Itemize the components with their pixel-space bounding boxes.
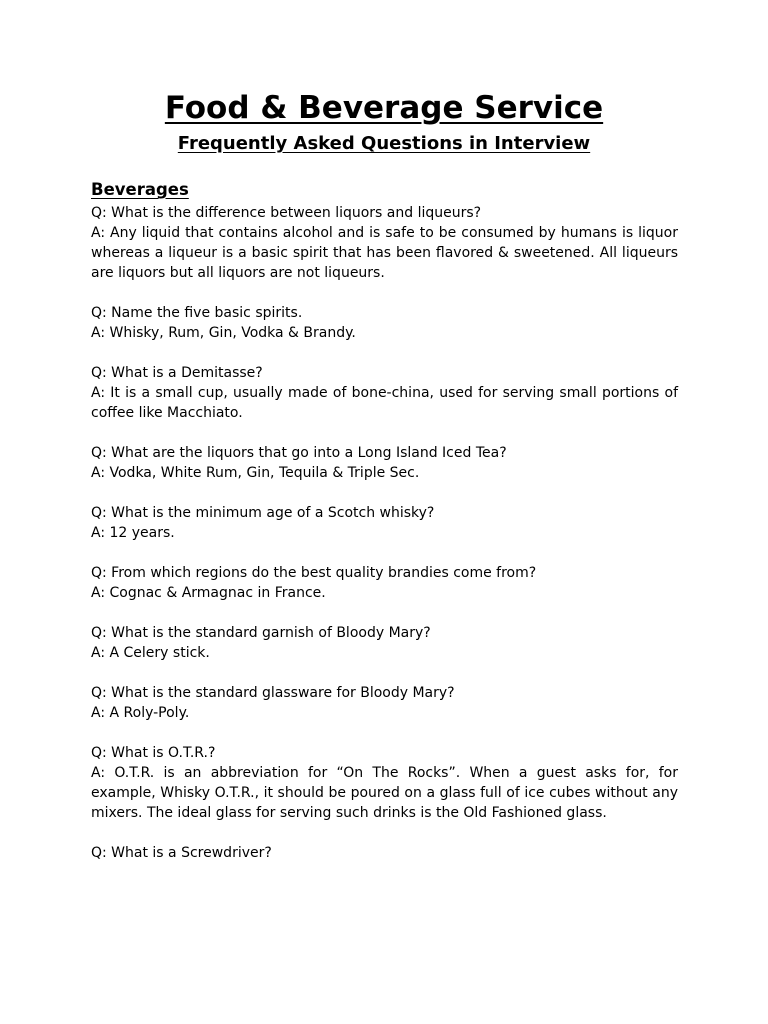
question-text: Q: What is the standard glassware for Bloody Mary? <box>91 685 455 701</box>
answer-text: A: O.T.R. is an abbreviation for “On The Rocks”. When a guest asks for, for example, Whisky O.T.R., it should be poured on a glass full of ice cubes without any mixers. The ideal glass for serving such drinks is the Old Fashioned glass. <box>91 765 678 821</box>
question-text: Q: From which regions do the best quality brandies come from? <box>91 565 537 581</box>
qa-item <box>91 203 678 283</box>
qa-item <box>91 563 678 603</box>
question-text: Q: What is a Screwdriver? <box>91 845 272 861</box>
document-subtitle: Frequently Asked Questions in Interview <box>177 133 591 154</box>
answer-text: A: Vodka, White Rum, Gin, Tequila & Triple Sec. <box>91 465 420 481</box>
question-text: Q: Name the five basic spirits. <box>91 305 303 321</box>
qa-item <box>91 683 678 723</box>
qa-item <box>91 443 678 483</box>
document-body <box>91 177 678 883</box>
answer-text: A: A Roly-Poly. <box>91 705 190 721</box>
qa-item <box>91 503 678 543</box>
question-text: Q: What is the difference between liquors and liqueurs? <box>91 205 482 221</box>
qa-item <box>91 363 678 423</box>
qa-item <box>91 743 678 823</box>
answer-text: A: Cognac & Armagnac in France. <box>91 585 326 601</box>
answer-text: A: A Celery stick. <box>91 645 210 661</box>
question-text: Q: What is the minimum age of a Scotch whisky? <box>91 505 435 521</box>
section-heading: Beverages <box>91 180 189 199</box>
question-text: Q: What is O.T.R.? <box>91 745 216 761</box>
answer-text: A: Whisky, Rum, Gin, Vodka & Brandy. <box>91 325 356 341</box>
answer-text: A: 12 years. <box>91 525 175 541</box>
qa-list <box>91 203 678 863</box>
question-text: Q: What are the liquors that go into a Long Island Iced Tea? <box>91 445 507 461</box>
qa-item <box>91 303 678 343</box>
qa-item <box>91 843 678 863</box>
question-text: Q: What is a Demitasse? <box>91 365 263 381</box>
qa-item <box>91 623 678 663</box>
answer-text: A: It is a small cup, usually made of bone-china, used for serving small portions of coffee like Macchiato. <box>91 385 678 421</box>
document-title: Food & Beverage Service <box>164 90 604 126</box>
question-text: Q: What is the standard garnish of Bloody Mary? <box>91 625 431 641</box>
answer-text: A: Any liquid that contains alcohol and is safe to be consumed by humans is liquor whereas a liqueur is a basic spirit that has been flavored & sweetened. All liqueurs are liquors but all liquors are not liqueurs. <box>91 225 678 281</box>
